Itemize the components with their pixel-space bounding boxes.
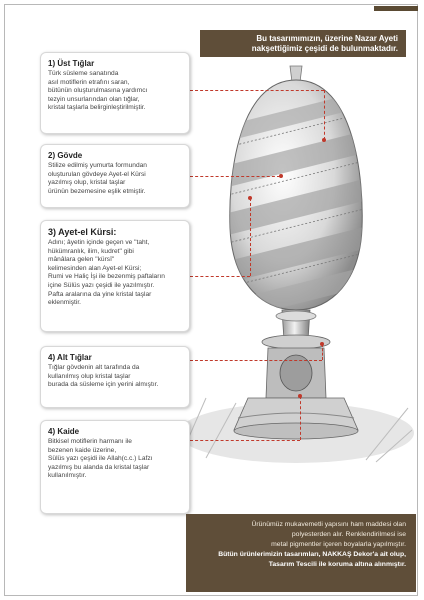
leader-dot-5 xyxy=(298,394,302,398)
leader-line-1 xyxy=(190,90,324,91)
top-banner xyxy=(200,30,406,57)
top-banner-line2: nakşettiğimiz çeşidi de bulunmaktadır. xyxy=(251,44,398,53)
callout-ayet-el-kursi xyxy=(40,220,190,332)
callout-text: Stilize edilmiş yumurta formundan oluşturulan gövdeye Ayet-el Kürsi yazılmış olup, kristal taşlar ürünün bezemesine eşlik etmiştir. xyxy=(48,162,147,195)
callout-title: 2) Gövde xyxy=(48,151,83,160)
callout-text: Adını; âyetin içinde geçen ve "taht, hükümranlık, ilim, kudret" gibi mânâlara gelen "kürsî" kelimesinden alan Ayet-el Kürsi; Rumi ve Haliç İşi ile bezenmiş paftaların içine Sülüs yazı çeşidi ile yazılmıştır. Pafta aralarına da yine kristal taşlar eklenmiştir. xyxy=(48,239,165,307)
leader-dot-1 xyxy=(322,138,326,142)
callout-alt-tiglar xyxy=(40,346,190,408)
leader-line-4 xyxy=(190,360,322,361)
top-banner-line1: Bu tasarımımızın, üzerine Nazar Ayeti xyxy=(256,34,398,43)
footer-line-3: metal pigmentler içeren boyalarla yapılmıştır. xyxy=(271,541,406,548)
leader-dot-4 xyxy=(320,342,324,346)
footer-line-1: Ürünümüz mukavemetli yapısını ham maddesi olan xyxy=(251,521,406,528)
footer-line-5: Tasarım Tescili ile koruma altına alınmıştır. xyxy=(268,561,406,568)
callout-title: 1) Üst Tığlar xyxy=(48,59,95,68)
leader-line-4-vertical xyxy=(322,344,323,360)
leader-dot-2 xyxy=(279,174,283,178)
callout-kaide xyxy=(40,420,190,514)
product-sketch-icon xyxy=(176,58,416,478)
leader-line-2 xyxy=(190,176,280,177)
leader-line-3-vertical xyxy=(250,198,251,276)
callout-text: Tığlar gövdenin alt tarafında da kullanılmış olup kristal taşlar burada da süsleme için yerini almıştır. xyxy=(48,364,159,389)
leader-line-5 xyxy=(190,440,300,441)
bottom-info-banner xyxy=(186,514,416,592)
callout-text: Bitkisel motiflerin harmanı ile bezenen kaide üzerine, Sülüs yazı çeşidi ile Allah(c.c.) Lafzı yazılmış bu alanda da kristal taşlar kullanılmıştır. xyxy=(48,438,153,480)
leader-line-3 xyxy=(190,276,250,277)
leader-dot-3 xyxy=(248,196,252,200)
callout-title: 4) Kaide xyxy=(48,427,80,436)
footer-line-2: polyesterden alır. Renklendirilmesi ise xyxy=(291,531,406,538)
footer-line-4: Bütün ürünlerimizin tasarımları, NAKKAŞ Dekor'a ait olup, xyxy=(218,551,406,558)
callout-ust-tiglar xyxy=(40,52,190,134)
callout-govde xyxy=(40,144,190,208)
leader-line-1-vertical xyxy=(324,90,325,140)
callout-title: 3) Ayet-el Kürsi: xyxy=(48,227,117,237)
leader-line-5-vertical xyxy=(300,396,301,440)
corner-accent xyxy=(374,6,418,11)
callout-title: 4) Alt Tığlar xyxy=(48,353,92,362)
callout-text: Türk süsleme sanatında asıl motiflerin etrafını saran, bütünün oluşturulmasına yardımcı tezyin unsurlarından olan tığlar, kristal taşlarla belirginleştirilmiştir. xyxy=(48,70,148,112)
